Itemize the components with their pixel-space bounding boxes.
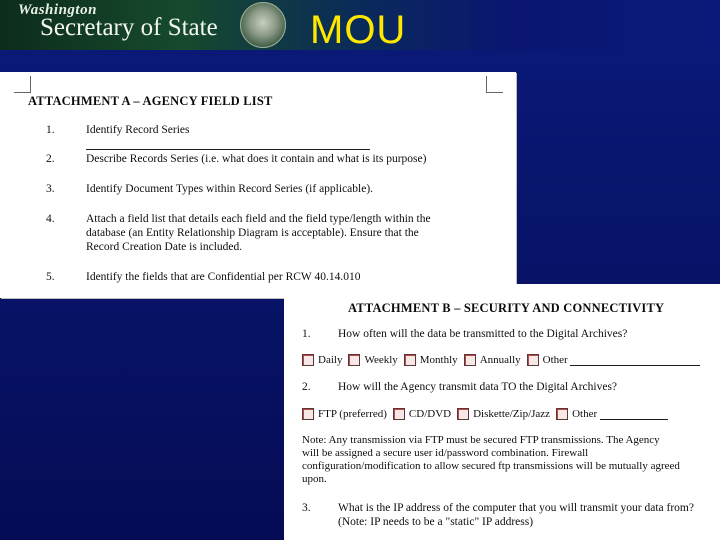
question-number: 1.: [302, 328, 311, 340]
note-line: Note: Any transmission via FTP must be secured FTP transmissions. The Agency: [302, 434, 660, 446]
item-number: 2.: [46, 153, 55, 165]
answer-line: [86, 149, 370, 150]
transmission-options: [302, 408, 674, 420]
note-line: configuration/modification to allow secured ftp transmissions will be mutually agreed: [302, 460, 680, 472]
option-diskette[interactable]: Diskette/Zip/Jazz: [457, 408, 550, 420]
item-text: Record Creation Date is included.: [86, 241, 243, 253]
option-monthly[interactable]: Monthly: [404, 354, 458, 366]
checkbox[interactable]: [348, 354, 360, 366]
header-banner: [0, 0, 720, 50]
option-daily[interactable]: Daily: [302, 354, 342, 366]
attachment-a-page: [0, 72, 516, 298]
note-line: will be assigned a secure user id/password combination. Firewall: [302, 447, 589, 459]
checkbox[interactable]: [393, 408, 405, 420]
checkbox[interactable]: [464, 354, 476, 366]
other-blank: [600, 409, 668, 420]
note-line: upon.: [302, 473, 327, 485]
checkbox[interactable]: [404, 354, 416, 366]
option-other[interactable]: Other: [527, 354, 701, 366]
attachment-a-heading: ATTACHMENT A – AGENCY FIELD LIST: [28, 94, 273, 108]
secretary-of-state-logo: [4, 2, 294, 48]
question-text: (Note: IP needs to be a "static" IP address): [338, 516, 534, 528]
logo-washington: Washington: [18, 2, 97, 18]
option-annually[interactable]: Annually: [464, 354, 521, 366]
question-number: 3.: [302, 502, 311, 514]
item-text: Describe Records Series (i.e. what does it contain and what is its purpose): [86, 153, 427, 165]
crop-mark-top-right: [486, 76, 503, 93]
checkbox[interactable]: [556, 408, 568, 420]
attachment-b-heading: ATTACHMENT B – SECURITY AND CONNECTIVITY: [348, 301, 665, 315]
item-number: 3.: [46, 183, 55, 195]
option-ftp[interactable]: FTP (preferred): [302, 408, 387, 420]
option-other[interactable]: Other: [556, 408, 668, 420]
slide-title: MOU: [310, 8, 407, 52]
checkbox[interactable]: [457, 408, 469, 420]
frequency-options: [302, 354, 706, 366]
question-text: What is the IP address of the computer that you will transmit your data from?: [338, 502, 694, 514]
checkbox[interactable]: [527, 354, 539, 366]
item-text: Attach a field list that details each field and the field type/length within the: [86, 213, 431, 225]
checkbox[interactable]: [302, 354, 314, 366]
checkbox[interactable]: [302, 408, 314, 420]
option-weekly[interactable]: Weekly: [348, 354, 397, 366]
other-blank: [570, 355, 700, 366]
crop-mark-top-left: [14, 76, 31, 93]
item-number: 4.: [46, 213, 55, 225]
item-text: database (an Entity Relationship Diagram is acceptable). Ensure that the: [86, 227, 419, 239]
item-text: Identify the fields that are Confidential per RCW 40.14.010: [86, 271, 361, 283]
logo-secretary-of-state: Secretary of State: [40, 14, 218, 41]
option-cd-dvd[interactable]: CD/DVD: [393, 408, 451, 420]
question-text: How will the Agency transmit data TO the Digital Archives?: [338, 381, 618, 393]
attachment-b-page: [284, 284, 720, 540]
item-number: 5.: [46, 271, 55, 283]
item-number: 1.: [46, 124, 55, 136]
question-text: How often will the data be transmitted to the Digital Archives?: [338, 328, 628, 340]
item-text: Identify Record Series: [86, 124, 190, 136]
item-text: Identify Document Types within Record Series (if applicable).: [86, 183, 374, 195]
state-seal-icon: [240, 2, 286, 48]
question-number: 2.: [302, 381, 311, 393]
